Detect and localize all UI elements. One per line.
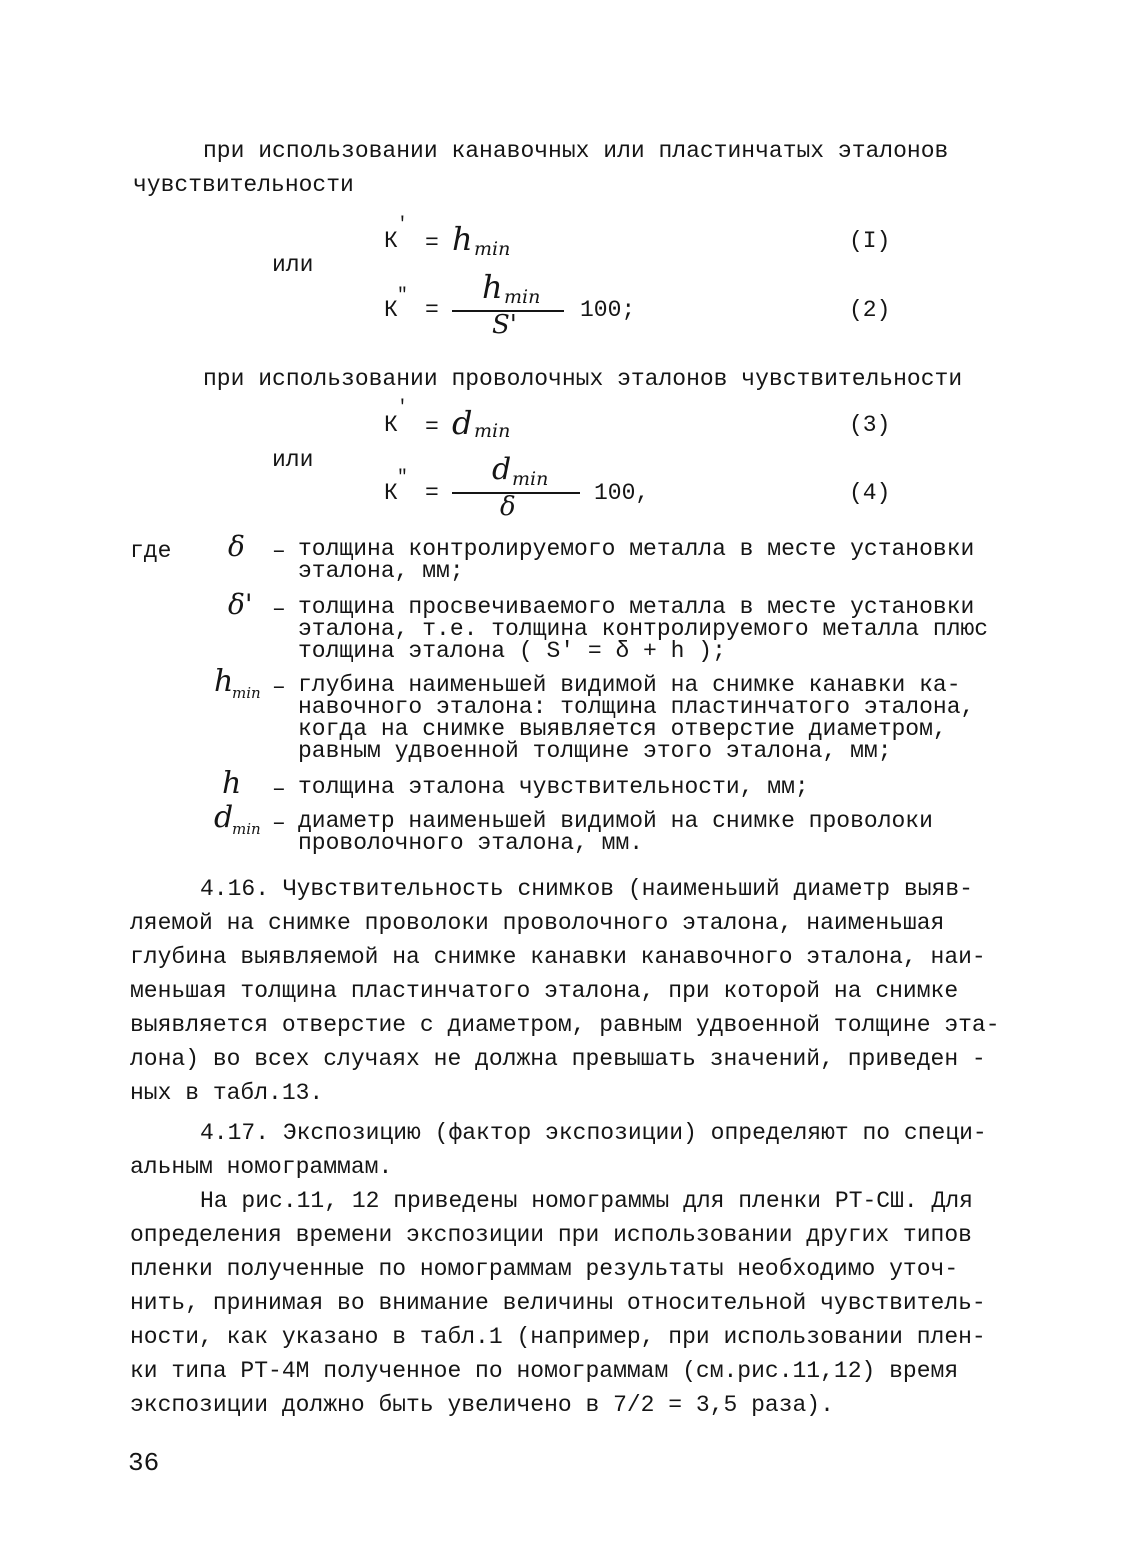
section-nomograms-line: ки типа РТ-4М полученное по номограммам (см.рис.11,12) время (130, 1358, 959, 1384)
def-text-line: равным удвоенной толщине этого эталона, мм; (298, 738, 892, 764)
formula-4-numerator-subscript: min (512, 468, 549, 490)
def-text-line: толщина эталона чувствительности, мм; (298, 774, 809, 800)
def-symbol-delta-prime: δ' (228, 588, 253, 621)
formula-4-eq: = (425, 480, 439, 506)
formula-3-eq: = (425, 414, 439, 440)
def-dash: – (272, 776, 286, 802)
section-nomograms-line: нить, принимая во внимание величины относительной чувствитель- (130, 1290, 986, 1316)
formula-1-prime: ' (397, 215, 408, 235)
def-text-line: эталона, мм; (298, 558, 464, 584)
def-text-line: толщина просвечиваемого металла в месте установки (298, 594, 975, 620)
section-4-16 (130, 872, 1010, 1110)
section-nomograms-line: пленки полученные по номограммам результаты необходимо уточ- (130, 1256, 959, 1282)
formula-4-numerator: d (492, 452, 512, 487)
def-symbol-h-min-subscript: min (232, 684, 261, 702)
page-number: 36 (128, 1448, 160, 1478)
formula-2-number: (2) (849, 297, 891, 323)
def-text-line: навочного эталона: толщина пластинчатого эталона, (298, 694, 975, 720)
section-nomograms-line: экспозиции должно быть увеличено в 7/2 = 3,5 раза). (130, 1392, 834, 1418)
or-label-1: или (272, 252, 314, 278)
def-text-line: проволочного эталона, мм. (298, 830, 644, 856)
section-4-16-line: ных в табл.13. (130, 1080, 324, 1106)
formula-4-fraction-bar (452, 492, 580, 494)
def-text-line: диаметр наименьшей видимой на снимке проволоки (298, 808, 933, 834)
def-dash: – (272, 674, 286, 700)
formula-3-number: (3) (849, 412, 891, 438)
def-text-line: толщина эталона ( S' = δ + h ); (298, 638, 726, 664)
formula-3-subscript: min (474, 420, 511, 442)
formula-2-eq: = (425, 297, 439, 323)
section-4-17-line: альным номограммам. (130, 1154, 393, 1180)
def-text-line: толщина контролируемого металла в месте установки (298, 536, 975, 562)
section-4-17 (130, 1116, 1010, 1184)
formula-2-lhs: К (384, 297, 398, 323)
formula-4-lhs: К (384, 480, 398, 506)
or-label-2: или (272, 447, 314, 473)
def-text-line: когда на снимке выявляется отверстие диаметром, (298, 716, 947, 742)
def-symbol-d-min: d (214, 800, 234, 835)
section-4-16-line: лона) во всех случаях не должна превышать значений, приведен - (130, 1046, 986, 1072)
def-text-line: эталона, т.е. толщина контролируемого металла плюс (298, 616, 989, 642)
formula-4-denominator: δ (500, 492, 516, 522)
formula-3-prime: ' (397, 398, 408, 418)
formula-1-eq: = (425, 230, 439, 256)
formula-1-number: (I) (849, 228, 891, 254)
def-text-line: глубина наименьшей видимой на снимке канавки ка- (298, 672, 961, 698)
formula-1-subscript: min (474, 238, 511, 260)
section-4-16-line: выявляется отверстие с диаметром, равным удвоенной толщине эта- (130, 1012, 1000, 1038)
def-symbol-h-min: h (214, 664, 234, 699)
formula-4-tail: 100, (594, 480, 650, 506)
def-dash: – (272, 538, 286, 564)
intro-line-2: чувствительности (133, 172, 354, 198)
def-dash: – (272, 810, 286, 836)
formula-2-tail: 100; (580, 297, 636, 323)
section-nomograms (130, 1184, 1010, 1422)
formula-4-number: (4) (849, 480, 891, 506)
where-label: где (130, 538, 172, 564)
formula-1-lhs: К (384, 228, 398, 254)
formula-2-numerator: h (482, 268, 503, 306)
section-4-16-line: ляемой на снимке проволоки проволочного эталона, наименьшая (130, 910, 945, 936)
intro-line-1: при использовании канавочных или пластинчатых эталонов (203, 138, 949, 164)
section-4-16-line: 4.16. Чувствительность снимков (наименьший диаметр выяв- (200, 876, 973, 902)
def-symbol-d-min-subscript: min (232, 820, 261, 838)
formula-1-symbol: h (452, 220, 473, 258)
formula-2-prime: " (397, 286, 408, 306)
section-nomograms-line: ности, как указано в табл.1 (например, при использовании плен- (130, 1324, 986, 1350)
formula-4-prime: " (397, 468, 408, 488)
wire-intro: при использовании проволочных эталонов чувствительности (203, 366, 963, 392)
formula-2-denominator: S' (492, 310, 517, 340)
def-dash: – (272, 596, 286, 622)
def-symbol-h: h (222, 766, 242, 801)
section-4-16-line: глубина выявляемой на снимке канавки канавочного эталона, наи- (130, 944, 986, 970)
formula-2-numerator-subscript: min (504, 286, 541, 308)
formula-3-lhs: К (384, 412, 398, 438)
section-4-17-line: 4.17. Экспозицию (фактор экспозиции) определяют по специ- (200, 1120, 987, 1146)
section-nomograms-line: определения времени экспозиции при использовании других типов (130, 1222, 972, 1248)
formula-3-symbol: d (452, 404, 473, 442)
section-nomograms-line: На рис.11, 12 приведены номограммы для пленки РТ-СШ. Для (200, 1188, 973, 1214)
def-symbol-delta: δ (228, 530, 245, 563)
section-4-16-line: меньшая толщина пластинчатого эталона, при которой на снимке (130, 978, 959, 1004)
